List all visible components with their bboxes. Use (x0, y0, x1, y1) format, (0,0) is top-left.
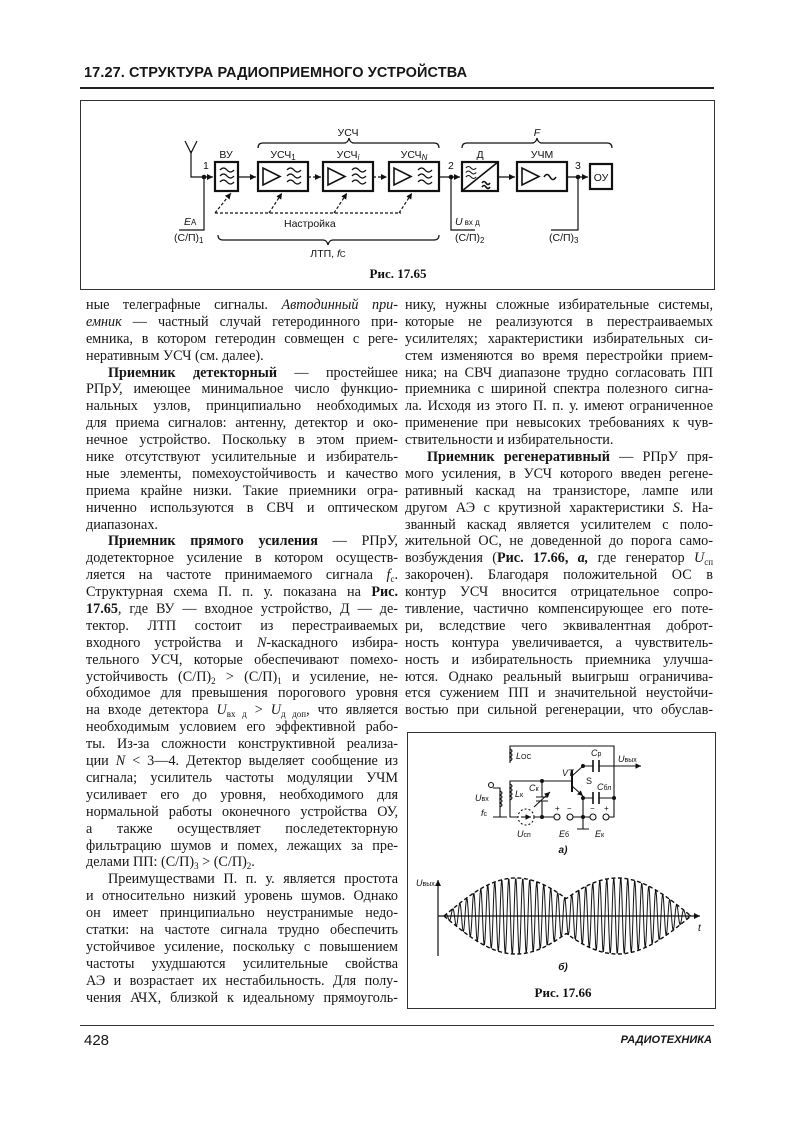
text-line (86, 567, 398, 584)
y-axis-label: Uвых (416, 878, 435, 888)
text-line (86, 415, 398, 432)
text-line (86, 719, 398, 736)
bold-term: а, (577, 550, 589, 567)
italic-text: S (672, 499, 680, 516)
text-line (86, 483, 398, 500)
figure-17-65 (80, 100, 715, 290)
figure-caption: Рис. 17.66 (534, 985, 592, 1000)
label-usch-n: УСЧN (400, 149, 428, 162)
text-run: на входе детектора (86, 702, 217, 719)
label-ltp: ЛТП, fC (310, 248, 346, 260)
text-run: неративным УСЧ (см. далее). (86, 347, 264, 364)
text-line (405, 466, 713, 483)
text-line (405, 702, 713, 719)
text-line (405, 398, 713, 415)
figure-17-66 (407, 732, 716, 1009)
label-ck: Cк (529, 783, 539, 793)
text-run: приема крайне низки. Такие приемники огра- (86, 482, 398, 499)
text-run: ри, вследствие чего эквивалентная доброт- (405, 617, 713, 634)
text-line (405, 533, 713, 550)
text-run: входного устройства и (86, 634, 257, 651)
label-sn-1: (С/П)1 (174, 232, 204, 245)
right-text-column (405, 297, 713, 719)
label-brace-f: F (533, 127, 541, 139)
text-line (86, 702, 398, 719)
text-run: делами ПП: (С/П) (86, 854, 195, 871)
text-run: , что является (306, 702, 398, 719)
text-line (86, 871, 398, 888)
text-line (86, 365, 398, 382)
text-run: ты. Из-за сложности конструктивной реализа- (86, 736, 398, 753)
bold-term: Приемник детекторный (108, 364, 278, 381)
text-line (86, 669, 398, 686)
text-line (86, 838, 398, 855)
text-line (86, 821, 398, 838)
block-uchm (517, 162, 567, 191)
text-run: . (251, 854, 255, 871)
text-line (405, 432, 713, 449)
text-line (405, 635, 713, 652)
italic-text: U (270, 702, 281, 719)
text-run: тектор. ЛТП состоит из перестраиваемых (86, 617, 398, 634)
header-rule (80, 87, 714, 89)
text-line (86, 331, 398, 348)
text-run: статки: на частоте сигнала трудно обеспечить (86, 921, 398, 938)
text-line (86, 973, 398, 990)
text-line (405, 449, 713, 466)
bold-term: Рис. 17.66, (496, 550, 578, 567)
text-run: ность контура увеличивается, а чувствитель- (405, 634, 713, 651)
text-run: > (С/П) (198, 854, 247, 871)
antenna-icon (191, 151, 213, 177)
text-run: ниченно используются в СВЧ и оптическом (86, 499, 398, 516)
label-u-in-detector: U вх д (455, 216, 480, 228)
text-run: > (246, 702, 271, 719)
text-line (86, 297, 398, 314)
regenerative-receiver-figure (408, 733, 715, 1008)
text-run: ность и избирательность приемника улучша- (405, 651, 713, 668)
text-run: АЭ и возрастает их нестабильность. Для полу- (86, 972, 398, 989)
text-run: жительной ОС, не доведенной до порога само- (405, 533, 713, 550)
figure-caption: Рис. 17.65 (369, 266, 427, 281)
text-line (86, 635, 398, 652)
text-run: стем изменяются во время перестройки прием- (405, 347, 713, 364)
text-run: ции (86, 753, 116, 770)
text-line (86, 466, 398, 483)
text-run: — РПрУ, (317, 533, 398, 550)
text-run: фильтрацию шумов и помех, лежащих за пре- (86, 837, 398, 854)
text-run: которые не реализуются в перестраиваемых (405, 313, 713, 330)
label-u-in: Uвх (475, 793, 489, 803)
subscript: 1 (277, 675, 282, 686)
label-tuning: Настройка (284, 218, 336, 230)
text-line (86, 500, 398, 517)
text-run: ются. Однако реальный выигрыш ограничива- (405, 668, 713, 685)
text-run: нику, нужны сложные избирательные системы, (405, 297, 713, 313)
text-line (405, 685, 713, 702)
capacitor-cp (593, 760, 599, 772)
text-line (405, 415, 713, 432)
label-sn-2: (С/П)2 (455, 232, 485, 245)
text-line (86, 517, 398, 534)
bold-term: Приемник регенеративный (427, 449, 610, 466)
text-line (86, 922, 398, 939)
text-line (405, 297, 713, 314)
text-run: емника, в котором гетеродин совмещен с реге- (86, 330, 398, 347)
text-line (405, 584, 713, 601)
text-run: ные телеграфные сигналы. (86, 297, 282, 313)
text-run: тивление, частично компенсирующее его поте- (405, 601, 713, 618)
text-run: применение при невысоких требованиях к чув- (405, 415, 713, 432)
label-plus: + (604, 804, 609, 813)
label-cp: Cр (591, 748, 602, 758)
page-number: 428 (84, 1032, 110, 1049)
subscript: сп (704, 557, 714, 568)
text-line (86, 432, 398, 449)
text-line (86, 770, 398, 787)
brace-usch (258, 138, 439, 148)
text-run: закорочен). Благодаря положительной ОС в (405, 567, 713, 584)
x-axis-label: t (698, 923, 701, 934)
text-run: нике отсутствуют усилительные и избиратель- (86, 449, 398, 466)
text-line (405, 601, 713, 618)
label-fc: fс (481, 808, 488, 818)
text-run: востью при сильной регенерации, что обуслав- (405, 702, 713, 719)
text-run: — РПрУ пря- (609, 449, 713, 466)
label-sn-3: (С/П)3 (549, 232, 579, 245)
italic-text: Автодинный при- (281, 297, 398, 313)
text-run: РПрУ, имеющее минимальное число функцио- (86, 381, 398, 398)
subscript: 2 (246, 861, 252, 872)
text-line (86, 854, 398, 871)
text-run: сигнала; усилитель частоты модуляции УЧМ (86, 769, 398, 786)
text-run: додетекторное усиление в котором осуществ- (86, 550, 398, 567)
text-run: -каскадного избира- (266, 634, 398, 651)
text-run: > (С/П) (215, 668, 278, 685)
text-run: контур УСЧ вносится отрицательное сопро- (405, 584, 713, 601)
text-line (86, 787, 398, 804)
bold-term: Рис. (371, 584, 398, 601)
brace-ltp (218, 235, 439, 245)
text-line (405, 348, 713, 365)
text-line (405, 314, 713, 331)
label-s: S (586, 776, 593, 786)
text-line (405, 381, 713, 398)
text-line (86, 652, 398, 669)
text-line (405, 331, 713, 348)
text-run: Структурная схема П. п. у. показана на (86, 584, 372, 601)
text-line (405, 652, 713, 669)
text-line (405, 567, 713, 584)
text-run: ла. Исходя из этого П. п. у. имеют ограниченное (405, 398, 713, 415)
text-run: и относительно низкий уровень шумов. Однако (86, 888, 398, 905)
text-run: необходимым условием его эффективной рабо- (86, 719, 398, 736)
book-title: РАДИОТЕХНИКА (620, 1034, 712, 1046)
text-run: мого усиления, в УСЧ которого введен регене- (405, 465, 713, 482)
text-run: он имеет принципиально неустранимые недо- (86, 905, 398, 922)
text-line (405, 517, 713, 534)
label-ea: EA (184, 216, 197, 228)
text-line (405, 618, 713, 635)
text-run: возбуждения ( (405, 550, 497, 567)
text-run: усиливает его до уровня, необходимого для (86, 786, 398, 803)
brace-f (462, 138, 612, 148)
label-ou: ОУ (593, 172, 609, 184)
subscript: 2 (211, 675, 216, 686)
left-text-column (86, 297, 398, 1006)
text-run: приемника с шириной спектра полезного сигна- (405, 381, 713, 398)
italic-text: f (386, 567, 391, 584)
bold-term: 17.65 (86, 601, 118, 618)
label-usch-1: УСЧ1 (270, 149, 296, 162)
text-line (405, 669, 713, 686)
text-run: ствительности и избирательности. (405, 432, 614, 449)
text-line (86, 804, 398, 821)
text-run: усилителях; характеристики избирательных си- (405, 330, 713, 347)
label-vt: VT (562, 768, 574, 778)
label-loc: LOC (516, 751, 532, 761)
text-run: ляется на частоте принимаемого сигнала (86, 567, 387, 584)
italic-text: N (256, 634, 267, 651)
label-minus: − (567, 804, 572, 813)
node-3-label: 3 (575, 160, 581, 172)
node-2-label: 2 (448, 160, 454, 172)
text-line (86, 348, 398, 365)
text-run: диапазонах. (86, 516, 158, 533)
text-line (86, 449, 398, 466)
text-run: — частный случай гетеродинного при- (121, 313, 398, 330)
italic-text: U (216, 702, 227, 719)
text-line (86, 618, 398, 635)
text-line (86, 736, 398, 753)
text-line (86, 753, 398, 770)
text-line (405, 365, 713, 382)
text-run: ника; на СВЧ диапазоне трудно согласовать ПП (405, 364, 713, 381)
text-run: где генератор (588, 550, 694, 567)
text-line (86, 314, 398, 331)
text-run: нормальной работы оконечного устройства ОУ, (86, 803, 398, 820)
footer-rule (80, 1025, 714, 1026)
text-line (86, 601, 398, 618)
label-uchm: УЧМ (530, 149, 554, 161)
italic-text: N (115, 753, 126, 770)
text-run: обходимое для превышения порогового уровня (86, 685, 398, 702)
subscript: 3 (194, 861, 199, 872)
text-run: тельного УСЧ, которые обеспечивают помехо- (86, 651, 398, 668)
block-diagram (81, 101, 714, 289)
text-run: а также осуществляет последетекторную (86, 820, 398, 837)
text-line (86, 685, 398, 702)
text-run: устойчивое усиление, поскольку с повышением (86, 938, 398, 955)
bold-term: Приемник прямого усиления (108, 533, 318, 550)
italic-text: емник (86, 313, 122, 330)
label-brace-usch: УСЧ (337, 127, 359, 139)
text-run: ративный каскад на транзисторе, лампе или (405, 482, 713, 499)
subfigure-a-label: а) (558, 845, 568, 856)
text-run: нечное устройство. Поскольку в этом прием- (86, 432, 398, 449)
text-line (86, 939, 398, 956)
text-line (86, 381, 398, 398)
text-run: ется сужением ПП и значительной неустойчи- (405, 685, 713, 702)
text-run: званный каскад является усилителем с поло- (405, 516, 713, 533)
text-line (405, 483, 713, 500)
text-run: для приема сигналов: антенну, детектор и око- (86, 415, 398, 432)
italic-text: U (693, 550, 705, 567)
label-eb: Eб (559, 829, 570, 839)
text-run: устойчивость (С/П) (86, 668, 212, 685)
label-ek: Eк (595, 829, 605, 839)
label-lk: Lк (515, 789, 524, 799)
label-u-out: Uвых (618, 754, 637, 764)
text-run: . (394, 567, 398, 584)
text-line (405, 550, 713, 567)
subscript: c (390, 574, 395, 585)
text-line (86, 956, 398, 973)
text-line (86, 533, 398, 550)
subfigure-b-label: б) (558, 962, 568, 973)
text-line (86, 905, 398, 922)
text-run: — простейшее (277, 364, 398, 381)
node-1-label: 1 (203, 160, 209, 172)
text-line (86, 550, 398, 567)
running-header: 17.27. СТРУКТУРА РАДИОПРИЕМНОГО УСТРОЙСТВА (84, 65, 468, 81)
text-run: . На- (679, 499, 713, 516)
label-minus: − (590, 804, 595, 813)
capacitor-cbl (593, 792, 599, 804)
text-run: Преимуществами П. п. у. является простота (108, 871, 398, 888)
subscript: д доп (280, 709, 307, 720)
label-usp: Uсп (517, 829, 531, 839)
text-run: и усиление, не- (281, 668, 399, 685)
text-run: ные элементы, помехоустойчивость и качество (86, 465, 398, 482)
text-run: чения АЧХ, близкой к идеальному прямоуголь- (86, 989, 398, 1006)
text-run: < 3—4. Детектор выделяет сообщение из (125, 753, 399, 770)
label-vu: ВУ (219, 149, 233, 161)
text-line (86, 398, 398, 415)
text-line (86, 888, 398, 905)
label-plus: + (555, 804, 560, 813)
label-detector: Д (476, 149, 484, 161)
text-line (405, 500, 713, 517)
block-vu (215, 162, 238, 191)
text-run: другом АЭ с крутизной характеристики (405, 499, 673, 516)
text-run: , где ВУ — входное устройство, Д — де- (117, 601, 398, 618)
text-line (86, 990, 398, 1007)
text-run: частоты ухудшаются усилительные свойства (86, 955, 398, 972)
label-usch-i: УСЧi (336, 149, 360, 162)
label-cbl: Cбл (597, 782, 612, 792)
text-run: нальных узлов, принципиально необходимых (86, 398, 398, 415)
subscript: вх д (226, 709, 247, 720)
text-line (86, 584, 398, 601)
